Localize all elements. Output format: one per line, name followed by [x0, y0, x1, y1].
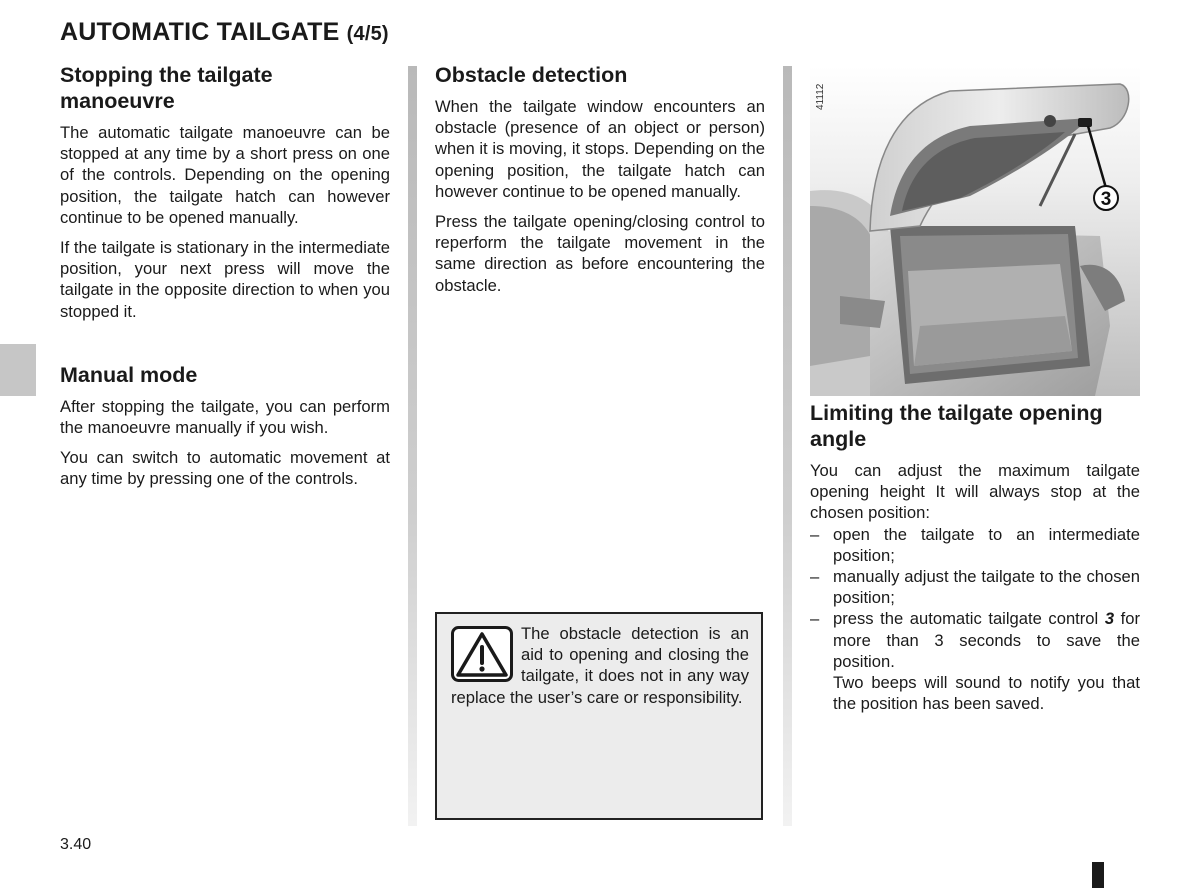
paragraph-manual-2: You can switch to automatic movement at any time by pressing one of the controls. [60, 448, 390, 489]
beep-note: Two beeps will sound to notify you that the position has been saved. [833, 673, 1140, 714]
paragraph-stopping-1: The automatic tailgate manoeuvre can be stopped at any time by a short press on one of the controls. Depending on the opening position, the tailgate hatch can however continue to be opened manually. [60, 123, 390, 227]
paragraph-obstacle-1: When the tailgate window encounters an obstacle (presence of an object or person) when it is moving, it stops. Depending on the opening position, the tailgate hatch can however continue to be opened manually. [435, 97, 765, 201]
section-tab-marker [0, 344, 36, 396]
list-item: – press the automatic tailgate control 3 for more than 3 seconds to save the position. Two beeps will sound to notify you that the position has been saved. [810, 609, 1140, 714]
page-title-text: AUTOMATIC TAILGATE [60, 18, 340, 46]
warning-box [435, 612, 763, 820]
tailgate-illustration [810, 66, 1140, 396]
column-right [810, 400, 1140, 714]
heading-limiting-angle: Limiting the tailgate opening angle [810, 401, 1103, 451]
tailgate-photo [810, 66, 1140, 396]
heading-obstacle-detection: Obstacle detection [435, 63, 628, 87]
paragraph-obstacle-2: Press the tailgate opening/closing control to reperform the tailgate movement in the same direction as before encountering the obstacle. [435, 212, 765, 295]
paragraph-manual-1: After stopping the tailgate, you can perform the manoeuvre manually if you wish. [60, 396, 390, 438]
page-title [60, 18, 389, 47]
control-reference-3: 3 [1104, 609, 1115, 629]
figure-callout-3: 3 [1100, 189, 1112, 210]
column-separator [408, 66, 417, 826]
warning-triangle-icon [451, 626, 513, 682]
column-middle [435, 62, 765, 305]
warning-text: The obstacle detection is an aid to opening and closing the tailgate, it does not in any way replace the user’s care or responsibility. [451, 624, 749, 707]
page-edge-mark [1092, 862, 1104, 888]
page-number: 3.40 [60, 836, 92, 853]
heading-stopping-tailgate: Stopping the tailgate manoeuvre [60, 63, 273, 113]
column-left [60, 62, 390, 499]
paragraph-stopping-2: If the tailgate is stationary in the intermediate position, your next press will move the tailgate in the opposite direction to when you stopped it. [60, 238, 390, 321]
list-item: – open the tailgate to an intermediate position; [810, 524, 1140, 565]
figure-reference-code: 41112 [815, 83, 826, 110]
page-part-indicator: (4/5) [346, 23, 389, 45]
limiting-steps-list [810, 524, 1140, 715]
list-item: – manually adjust the tailgate to the chosen position; [810, 567, 1140, 608]
heading-manual-mode: Manual mode [60, 362, 198, 387]
column-separator [783, 66, 792, 826]
paragraph-limiting-intro: You can adjust the maximum tailgate opening height It will always stop at the chosen position: [810, 461, 1140, 523]
